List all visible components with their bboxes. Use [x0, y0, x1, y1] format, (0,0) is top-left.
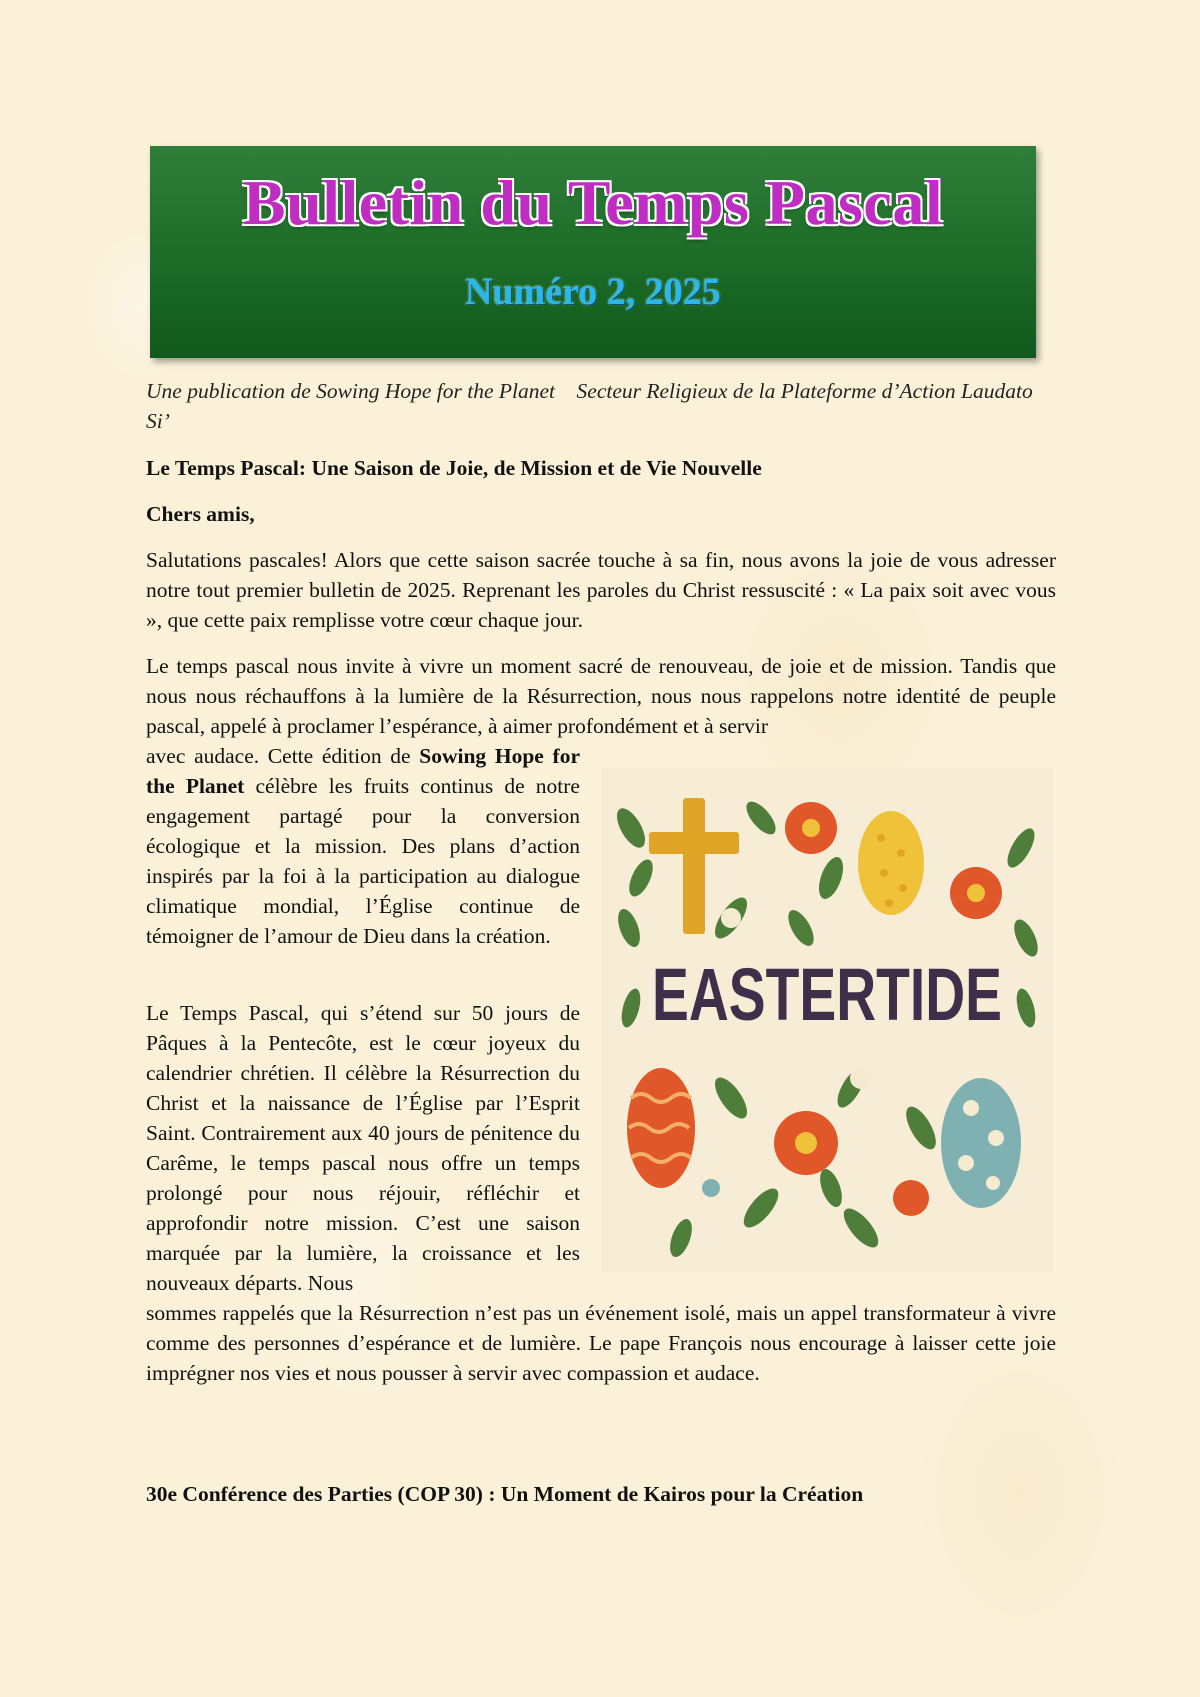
eastertide-word: EASTERTIDE	[652, 953, 1002, 1036]
blue-egg	[941, 1078, 1021, 1208]
section-heading-temps-pascal: Le Temps Pascal: Une Saison de Joie, de Mission et de Vie Nouvelle	[146, 456, 762, 480]
paragraph-salutations: Salutations pascales! Alors que cette saison sacrée touche à sa fin, nous avons la joie de vous adresser notre tout premier bulletin de 2025. Reprenant les paroles du Christ ressuscité : « La paix soit avec vous », que cette paix remplisse votre cœur chaque jour.	[146, 548, 1056, 632]
paragraph-edition-end: célèbre les fruits continus de notre engagement partagé pour la conversion écologique et la mission. Des plans d’action inspirés par la foi à la participation au dialogue climatique mondial, l’Église continue de témoigner de l’amour de Dieu dans la création.	[146, 774, 580, 948]
paragraph-cinquante-jours: Le Temps Pascal, qui s’étend sur 50 jours de Pâques à la Pentecôte, est le cœur joyeux du calendrier chrétien. Il célèbre la Résurrection du Christ et la naissance de l’Église par l’Esprit Saint. Contrairement aux 40 jours de pénitence du Carême, le temps pascal nous offre un temps prolongé pour nous réjouir, réfléchir et approfondir notre mission. C’est une saison marquée par la lumière, la croissance et les nouveaux départs. Nous	[146, 1001, 580, 1295]
paragraph-appel-transformateur: sommes rappelés que la Résurrection n’est pas un événement isolé, mais un appel transformateur à vivre comme des personnes d’espérance et de lumière. Le pape François nous encourage à laisser cette joie imprégner nos vies et nous pousser à servir avec compassion et audace.	[146, 1301, 1056, 1385]
publication-line: Une publication de Sowing Hope for the Planet Secteur Religieux de la Plateforme d’Action Laudato Si’	[146, 379, 1039, 433]
issue-number: Numéro 2, 2025	[465, 271, 721, 313]
title-banner	[150, 146, 1036, 358]
greeting: Chers amis,	[146, 502, 255, 526]
yellow-egg	[858, 811, 924, 915]
paragraph-renouveau: Le temps pascal nous invite à vivre un moment sacré de renouveau, de joie et de mission. Tandis que nous nous réchauffons à la lumière de la Résurrection, nous nous rappelons notre identité de peuple pascal, appelé à proclamer l’espérance, à aimer profondément et à servir	[146, 654, 1056, 738]
bulletin-title: Bulletin du Temps Pascal	[242, 167, 944, 238]
paragraph-edition	[146, 741, 580, 951]
section-heading-cop30: 30e Conférence des Parties (COP 30) : Un Moment de Kairos pour la Création	[146, 1482, 864, 1506]
publication-name: Sowing Hope for the Planet	[146, 744, 580, 798]
orange-egg	[627, 1068, 695, 1188]
paragraph-edition-start: avec audace. Cette édition de	[146, 744, 420, 768]
eastertide-illustration	[601, 768, 1053, 1272]
